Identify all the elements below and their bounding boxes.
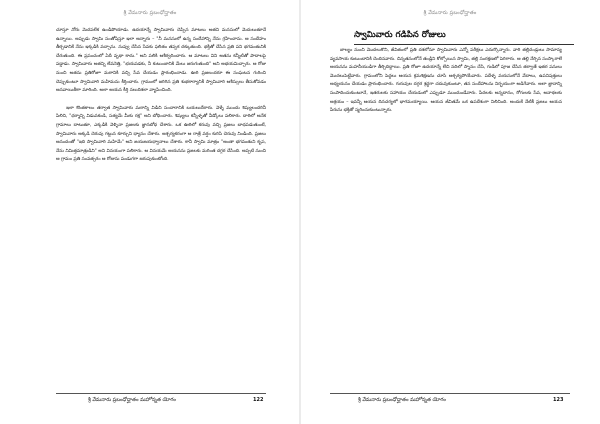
chapter-title: స్వామివారు గడిపిన రోజులు <box>354 30 574 45</box>
paragraph: ఇలా కొంతకాలం తర్వాత స్వామివారు మఠాన్ని విడిచి సంచారానికి బయలుదేరారు. వెళ్ళే ముందు శిష్యులందరినీ పిలిచి, "ధర్మాన్ని విడువకండి, సత్యమే మీకు రక్ష" అని బోధించారు. శిష్యులు కన్నీళ్ళతో వీడ్కోలు పలికారు. దారిలో అనేక గ్రామాలు దాటుతూ, ఎక్కడికి వెళ్ళినా ప్రజలకు జ్ఞానబోధ చేశారు. ఒక ఊరిలో కరువు వచ్చి ప్రజలు బాధపడుతుంటే, స్వామివారు అక్కడి చెరువు గట్టున కూర్చుని ధ్యానం చేశారు. ఆశ్చర్యకరంగా ఆ రాత్రే వర్షం కురిసి చెరువు నిండింది. ప్రజలు ఆనందంతో "ఇది స్వామివారి మహిమే" అని జయజయధ్వానాలు చేశారు. కానీ స్వామి మాత్రం "అంతా భగవంతుని కృప, నేను నిమిత్తమాత్రుడిని" అని వినయంగా పలికారు. ఆ వినయమే ఆయనను ప్రజలకు మరింత దగ్గర చేసింది. అప్పటి నుంచి ఆ గ్రామం ప్రతి సంవత్సరం ఆ రోజును పండుగగా జరుపుకుంటోంది. <box>56 105 266 163</box>
page-number: 123 <box>553 397 564 403</box>
running-head: శ్రీ వేమనారు ప్రబంధోద్ఘాతం <box>123 10 177 16</box>
running-head: శ్రీ వేమనారు ప్రబంధోద్ఘాతం <box>423 10 477 16</box>
footer-rule <box>56 393 266 394</box>
footer-rule <box>330 393 570 394</box>
body-text <box>56 27 266 174</box>
paragraph: చూస్తూ నోరు మెదపలేక ఉండిపోయాడు. ఉదయాన్నే స్వామివారు చెప్పిన మాటలు అతని మనసులో మెదులుతూనే ఉన్నాయి. అప్పుడు స్వామి సంతోషిస్తూ ఇలా అన్నారు – "నీ మనసులో ఉన్న సందేహాన్ని నేను గ్రహించాను. ఆ సందేహం తీర్చడానికే నేను ఇక్కడికి వచ్చాను. నువ్వు చేసిన సేవకు ఫలితం తప్పక దక్కుతుంది. భక్తితో చేసిన ప్రతి పని భగవంతునికి చేరుతుంది. ఈ ప్రపంచంలో ఏదీ వృథా కాదు." అని పలికి ఆశీర్వదించారు. ఆ మాటలు విని అతను కన్నీటితో పాదాలపై పడ్డాడు. స్వామివారు అతన్ని లేవనెత్తి, "భయపడకు, నీ కుటుంబానికి మేలు జరుగుతుంది" అని అభయమిచ్చారు. ఆ రోజు నుంచి అతను ప్రతిరోజూ మఠానికి వచ్చి సేవ చేయడం ప్రారంభించాడు. ఊరి ప్రజలందరూ ఈ సంఘటన గురించి చెప్పుకుంటూ స్వామివారి మహిమను కీర్తించారు. గ్రామంలో జరిగిన ప్రతి శుభకార్యానికీ స్వామివారి ఆశీస్సులు తీసుకోవడం ఆనవాయితీగా మారింది. అలా ఆయన కీర్తి నలుదిశలా వ్యాపించింది. <box>56 28 266 94</box>
page-number: 122 <box>253 397 264 403</box>
body-text <box>330 47 562 125</box>
footer-title: శ్రీ వేమనారు ప్రబంధోద్ఘాతం మహోన్నత యోగం <box>358 397 446 403</box>
footer-title: శ్రీ వేమనారు ప్రబంధోద్ఘాతం మహోన్నత యోగం <box>88 397 176 403</box>
right-page <box>300 0 600 424</box>
paragraph: బాల్యం నుంచి మొదలుకొని, జీవితంలో ప్రతి దశలోనూ స్వామివారు ఎన్నో పరీక్షలు ఎదుర్కొన్నారు. వారి తల్లిదండ్రులు సామాన్య వ్యవసాయ కుటుంబానికి చెందినవారు. చిన్నతనంలోనే తండ్రిని కోల్పోయిన స్వామి, తల్లి సంరక్షణలో పెరిగారు. ఆ తల్లి నేర్పిన సంస్కారాలే ఆయనను మహనీయుడిగా తీర్చిదిద్దాయి. ప్రతి రోజూ ఉదయాన్నే లేచి నదిలో స్నానం చేసి, గుడిలో పూజ చేసిన తర్వాతే ఇతర పనులు మొదలుపెట్టేవారు. గ్రామంలోని పెద్దలు ఆయన క్రమశిక్షణను చూసి ఆశ్చర్యపోయేవారు. పదేళ్ళ వయసులోనే వేదాలు, ఉపనిషత్తులు అధ్యయనం చేయడం ప్రారంభించారు. గురువుల దగ్గర శ్రద్ధగా చదువుకుంటూ, తన సందేహాలను నిర్భయంగా అడిగేవారు. అలా జ్ఞానాన్ని సంపాదించుకుంటూనే, ఇతరులకు సహాయం చేయడంలో ఎప్పుడూ ముందుండేవారు. పేదలకు అన్నదానం, రోగులకు సేవ, అనాథలకు ఆశ్రయం – ఇవన్నీ ఆయన దినచర్యలో భాగమయ్యాయి. ఆయన జీవితమే ఒక ఉపదేశంగా నిలిచింది. అందుకే నేటికీ ప్రజలు ఆయన పేరును భక్తితో స్మరించుకుంటున్నారు. <box>330 48 562 114</box>
